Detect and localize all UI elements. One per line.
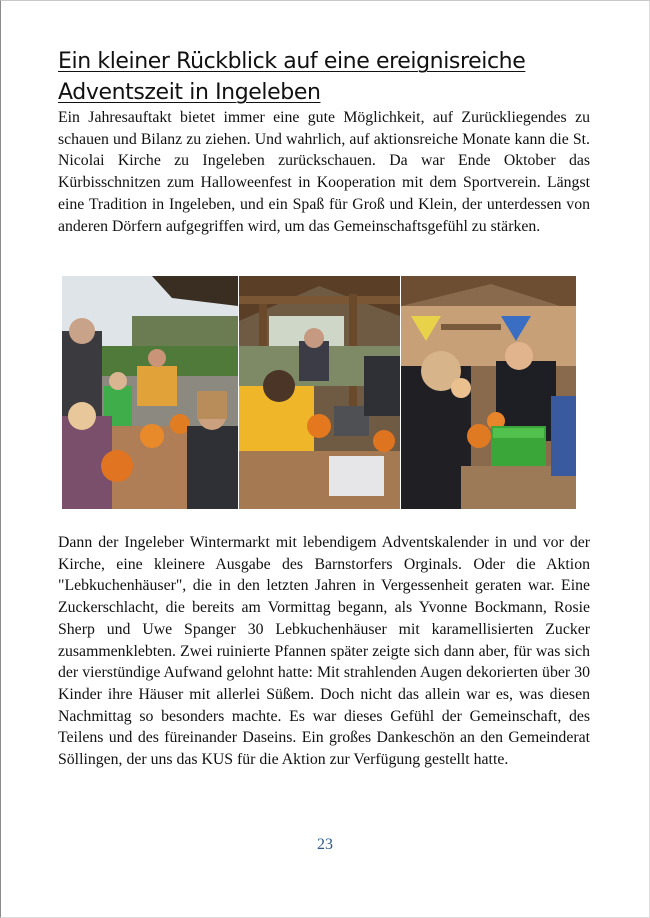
photo-pumpkin-carving-shelter bbox=[239, 276, 400, 509]
photo-strip bbox=[62, 276, 576, 509]
article-paragraph-1: Ein Jahresauftakt bietet immer eine gute Möglichkeit, auf Zurückliegendes zu schauen und Bilanz zu ziehen. Und wahrlich, auf aktionsreiche Monate kann die St. Nicolai Kirche zu Ingeleben zurückschauen. Da war Ende Oktober das Kürbisschnitzen zum Halloweenfest in Kooperation mit dem Sportverein. Längst eine Tradition in Ingeleben, und ein Spaß für Groß und Klein, der unterdessen von anderen Dörfern aufgegriffen wird, um das Gemeinschaftsgefühl zu stärken. bbox=[58, 109, 590, 235]
article-paragraph-2: Dann der Ingeleber Wintermarkt mit lebendigem Adventskalender in und vor der Kirche, eine kleinere Ausgabe des Barnstorfers Orginals. Oder die Aktion "Lebkuchenhäuser", die in den letzten Jahren in Vergessenheit geraten war. Eine Zuckerschlacht, die bereits am Vormittag begann, als Yvonne Bockmann, Rosie Sherp und Uwe Spanger 30 Lebkuchenhäuser mit karamellisierten Zucker zusammenklebten. Zwei ruinierte Pfannen später zeigte sich dann aber, für was sich der vierstündige Aufwand gelohnt hatte: Mit strahlenden Augen dekorierten über 30 Kinder ihre Häuser mit allerlei Süßem. Doch nicht das allein war es, was diesen Nachmittag so besonders machte. Es war dieses Gefühl der Gemeinschaft, des Teilens und des füreinander Daseins. Ein großes Dankeschön an den Gemeinderat Söllingen, der uns das KUS für die Aktion zur Verfügung gestellt hatte. bbox=[58, 534, 590, 769]
article-title bbox=[58, 46, 578, 108]
photo-pumpkin-carving-bucket bbox=[401, 276, 576, 509]
article-title-line-1: Ein kleiner Rückblick auf eine ereignisreiche bbox=[58, 49, 526, 74]
photo-pumpkin-carving-outdoor bbox=[62, 276, 238, 509]
article-title-line-2: Adventszeit in Ingeleben bbox=[58, 80, 321, 105]
page-number: 23 bbox=[317, 836, 333, 853]
